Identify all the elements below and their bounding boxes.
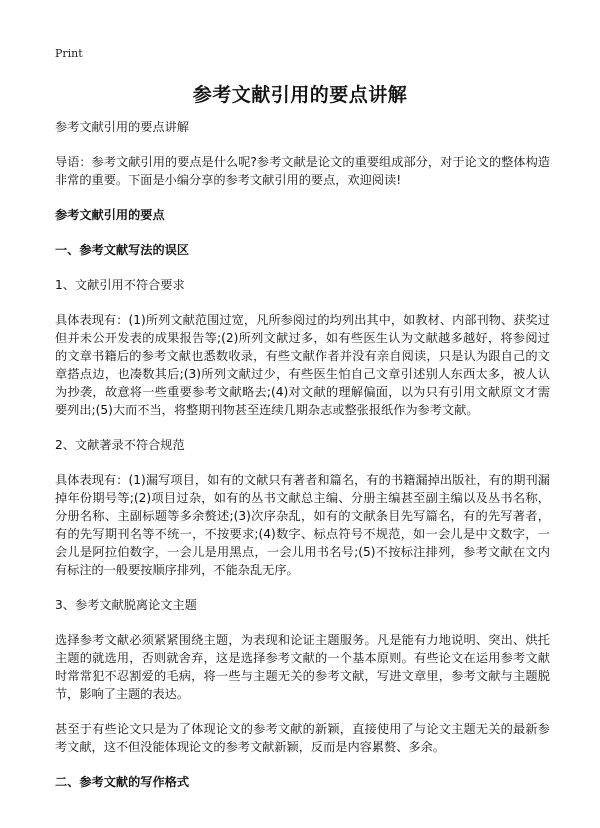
item3-heading: 3、参考文献脱离论文主题 bbox=[55, 598, 197, 612]
item2-heading: 2、文献著录不符合规范 bbox=[55, 438, 185, 452]
page-title: 参考文献引用的要点讲解 bbox=[192, 84, 408, 106]
item2-paragraph: 具体表现有：(1)漏写项目，如有的文献只有著者和篇名，有的书籍漏掉出版社，有的期刊漏掉年份期号等;(2)项目过杂，如有的丛书文献总主编、分册主编甚至副主编以及丛书名称，分册名称、主副标题等多余赘述;(3)次序杂乱，如有的文献条目先写篇名，有的先写著者，有的先写期刊名等不统一，不按要求;(4)数字、标点符号不规范，如一会儿是中文数字，一会儿是阿拉伯数字，一会儿是用黑点，一会儿用书名号;(5)不按标注排列，参考文献在文内有标注的一般要按顺序排列，不能杂乱无序。 bbox=[55, 473, 550, 577]
item3-paragraph-1: 选择参考文献必须紧紧围绕主题，为表现和论证主题服务。凡是能有力地说明、突出、烘托主题的就选用，否则就舍弃，这是选择参考文献的一个基本原则。有些论文在运用参考文献时常常犯不忍割爱的毛病，将一些与主题无关的参考文献，写进文章里，参考文献与主题脱节，影响了主题的表达。 bbox=[55, 633, 550, 701]
document-subtitle: 参考文献引用的要点讲解 bbox=[55, 120, 190, 134]
print-label: Print bbox=[55, 47, 83, 60]
intro-paragraph: 导语：参考文献引用的要点是什么呢?参考文献是论文的重要组成部分，对于论文的整体构造非常的重要。下面是小编分享的参考文献引用的要点，欢迎阅读! bbox=[55, 155, 550, 187]
part2-heading: 二、参考文献的写作格式 bbox=[55, 775, 190, 789]
item3-paragraph-2: 甚至于有些论文只是为了体现论文的参考文献的新颖，直接使用了与论文主题无关的最新参考文献，这不但没能体现论文的参考文献新颖，反而是内容累赘、多余。 bbox=[55, 722, 550, 754]
part1-heading: 一、参考文献写法的误区 bbox=[55, 243, 190, 257]
item1-heading: 1、文献引用不符合要求 bbox=[55, 278, 185, 292]
section-heading: 参考文献引用的要点 bbox=[55, 208, 165, 222]
item1-paragraph: 具体表现有：(1)所列文献范围过宽，凡所参阅过的均列出其中，如教材、内部刊物、获奖过但并未公开发表的成果报告等;(2)所列文献过多，如有些医生认为文献越多越好，将参阅过的文章书籍后的参考文献也悉数收录，有些文献作者并没有亲自阅读，只是认为跟自己的文章搭点边，也凑数其后;(3)所列文献过少，有些医生怕自己文章引述别人东西太多，被人认为抄袭，故意将一些重要参考文献略去;(4)对文献的理解偏面，以为只有引用文献原文才需要列出;(5)大而不当，将整期刊物甚至连续几期杂志或整张报纸作为参考文献。 bbox=[55, 313, 550, 417]
document-body bbox=[55, 118, 550, 803]
